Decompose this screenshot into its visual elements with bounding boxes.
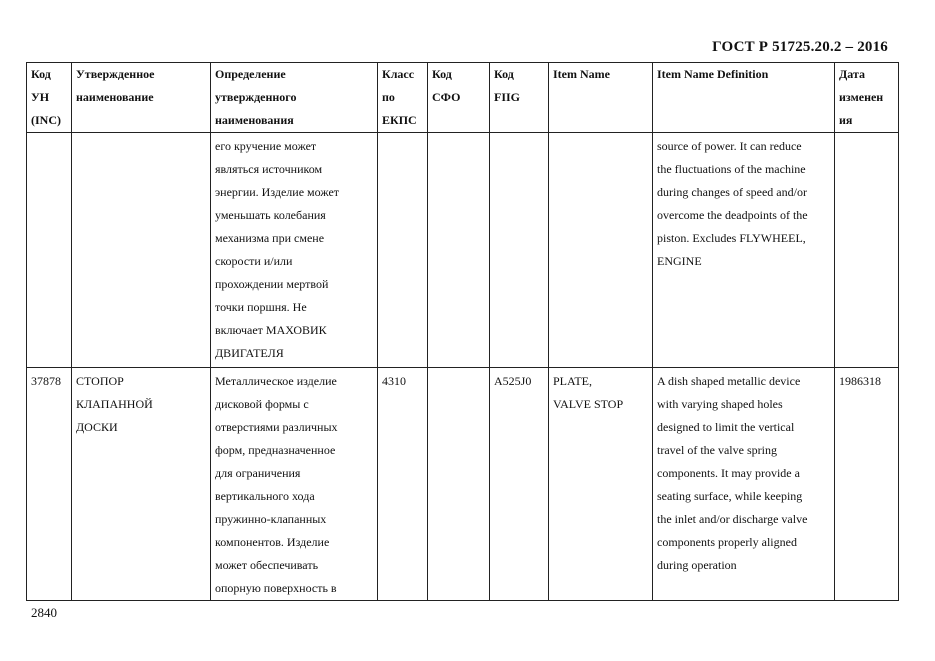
header-fiig-code: Код FIIG: [490, 63, 549, 133]
cell-approved-name: СТОПОР КЛАПАННОЙ ДОСКИ: [72, 368, 211, 601]
cell-inc: 37878: [27, 368, 72, 601]
cell-item-name-definition: source of power. It can reduce the fluctuations of the machine during changes of speed and/or overcome the deadpoints of the piston. Excludes FLYWHEEL, ENGINE: [653, 133, 835, 368]
header-sfo-code: Код СФО: [428, 63, 490, 133]
document-code: ГОСТ Р 51725.20.2 – 2016: [712, 39, 888, 55]
table-row: [27, 133, 899, 368]
header-ekps-class: Класс по ЕКПС: [378, 63, 428, 133]
page-number: 2840: [31, 605, 57, 620]
cell-inc: [27, 133, 72, 368]
cell-sfo-code: [428, 368, 490, 601]
header-item-name-definition: Item Name Definition: [653, 63, 835, 133]
header-change-date: Дата изменен ия: [835, 63, 899, 133]
cell-definition: Металлическое изделие дисковой формы с отверстиями различных форм, предназначенное для ограничения вертикального хода пружинно-клапанных компонентов. Изделие может обеспечивать опорную поверхность в: [211, 368, 378, 601]
cell-change-date: 1986318: [835, 368, 899, 601]
cell-approved-name: [72, 133, 211, 368]
cell-item-name: [549, 133, 653, 368]
cell-item-name: PLATE, VALVE STOP: [549, 368, 653, 601]
header-approved-name: Утвержденное наименование: [72, 63, 211, 133]
header-inc: Код УН (INC): [27, 63, 72, 133]
cell-item-name-definition: A dish shaped metallic device with varying shaped holes designed to limit the vertical travel of the valve spring components. It may provide a seating surface, while keeping the inlet and/or discharge valve components properly aligned during operation: [653, 368, 835, 601]
cell-ekps-class: 4310: [378, 368, 428, 601]
header-definition: Определение утвержденного наименования: [211, 63, 378, 133]
cell-definition: его кручение может являться источником энергии. Изделие может уменьшать колебания механизма при смене скорости и/или прохождении мертвой точки поршня. Не включает МАХОВИК ДВИГАТЕЛЯ: [211, 133, 378, 368]
table-header-row: [27, 63, 899, 133]
cell-ekps-class: [378, 133, 428, 368]
cell-sfo-code: [428, 133, 490, 368]
catalog-table: [26, 62, 899, 601]
table-row: [27, 368, 899, 601]
cell-fiig-code: A525J0: [490, 368, 549, 601]
cell-fiig-code: [490, 133, 549, 368]
header-item-name: Item Name: [549, 63, 653, 133]
cell-change-date: [835, 133, 899, 368]
